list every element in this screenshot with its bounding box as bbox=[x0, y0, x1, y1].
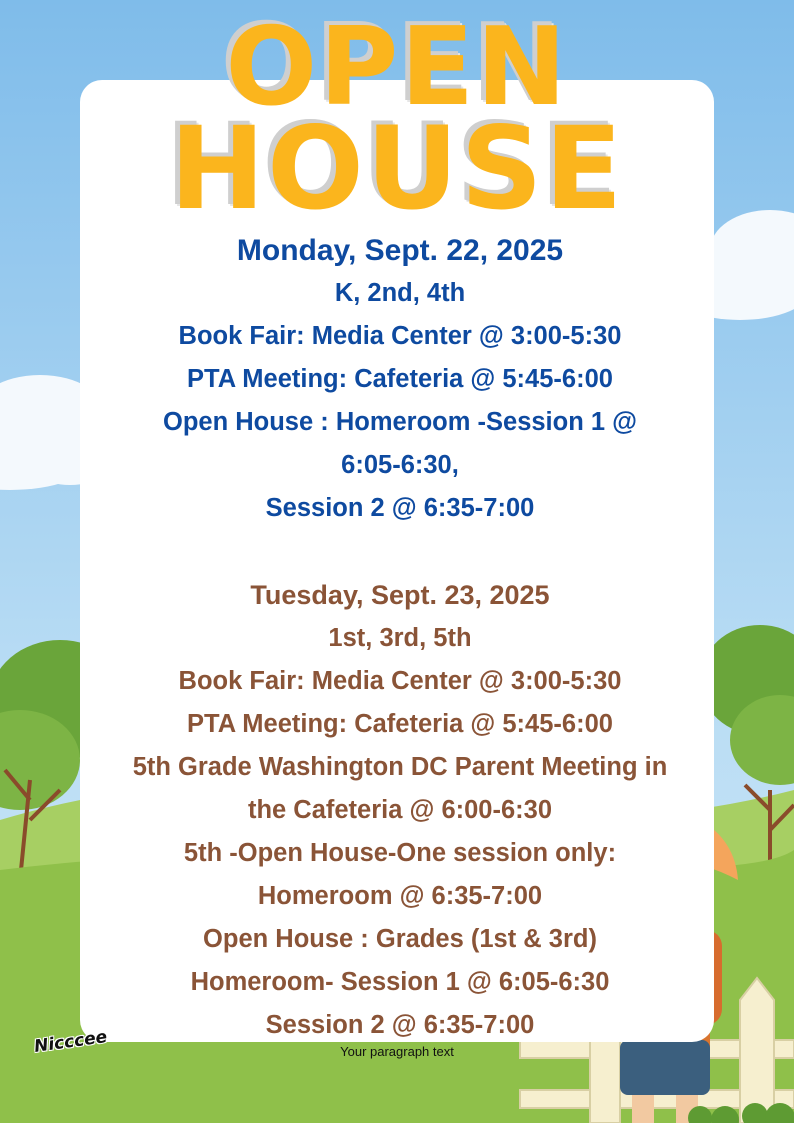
tuesday-date: Tuesday, Sept. 23, 2025 bbox=[250, 580, 550, 610]
monday-grades: K, 2nd, 4th bbox=[334, 279, 466, 307]
tuesday-5th-homeroom: Homeroom @ 6:35-7:00 bbox=[257, 882, 543, 910]
tuesday-grades: 1st, 3rd, 5th bbox=[328, 624, 472, 652]
monday-open-house: Open House : Homeroom -Session 1 @ bbox=[162, 408, 638, 436]
tuesday-session-2: Session 2 @ 6:35-7:00 bbox=[265, 1011, 535, 1039]
tuesday-dc-parent-meeting: 5th Grade Washington DC Parent Meeting in bbox=[132, 753, 668, 781]
tuesday-schedule bbox=[60, 574, 740, 1047]
tuesday-5th-open-house: 5th -Open House-One session only: bbox=[183, 839, 617, 867]
tuesday-book-fair: Book Fair: Media Center @ 3:00-5:30 bbox=[178, 667, 622, 695]
monday-date: Monday, Sept. 22, 2025 bbox=[236, 234, 564, 267]
monday-pta-meeting: PTA Meeting: Cafeteria @ 5:45-6:00 bbox=[187, 365, 613, 393]
tuesday-session-1: Homeroom- Session 1 @ 6:05-6:30 bbox=[190, 968, 610, 996]
monday-session-2: Session 2 @ 6:35-7:00 bbox=[265, 494, 535, 522]
monday-schedule bbox=[60, 229, 740, 530]
tuesday-open-house-grades: Open House : Grades (1st & 3rd) bbox=[203, 925, 597, 953]
brand-logo: Nicccee bbox=[32, 1026, 109, 1058]
monday-book-fair: Book Fair: Media Center @ 3:00-5:30 bbox=[178, 322, 622, 350]
title-open: OPEN bbox=[225, 5, 569, 130]
placeholder-paragraph: Your paragraph text bbox=[340, 1044, 454, 1059]
tuesday-dc-meeting-location: the Cafeteria @ 6:00-6:30 bbox=[247, 796, 553, 824]
monday-session-1-time: 6:05-6:30, bbox=[341, 451, 459, 479]
title-house: HOUSE bbox=[169, 102, 625, 235]
tuesday-pta-meeting: PTA Meeting: Cafeteria @ 5:45-6:00 bbox=[187, 710, 613, 738]
